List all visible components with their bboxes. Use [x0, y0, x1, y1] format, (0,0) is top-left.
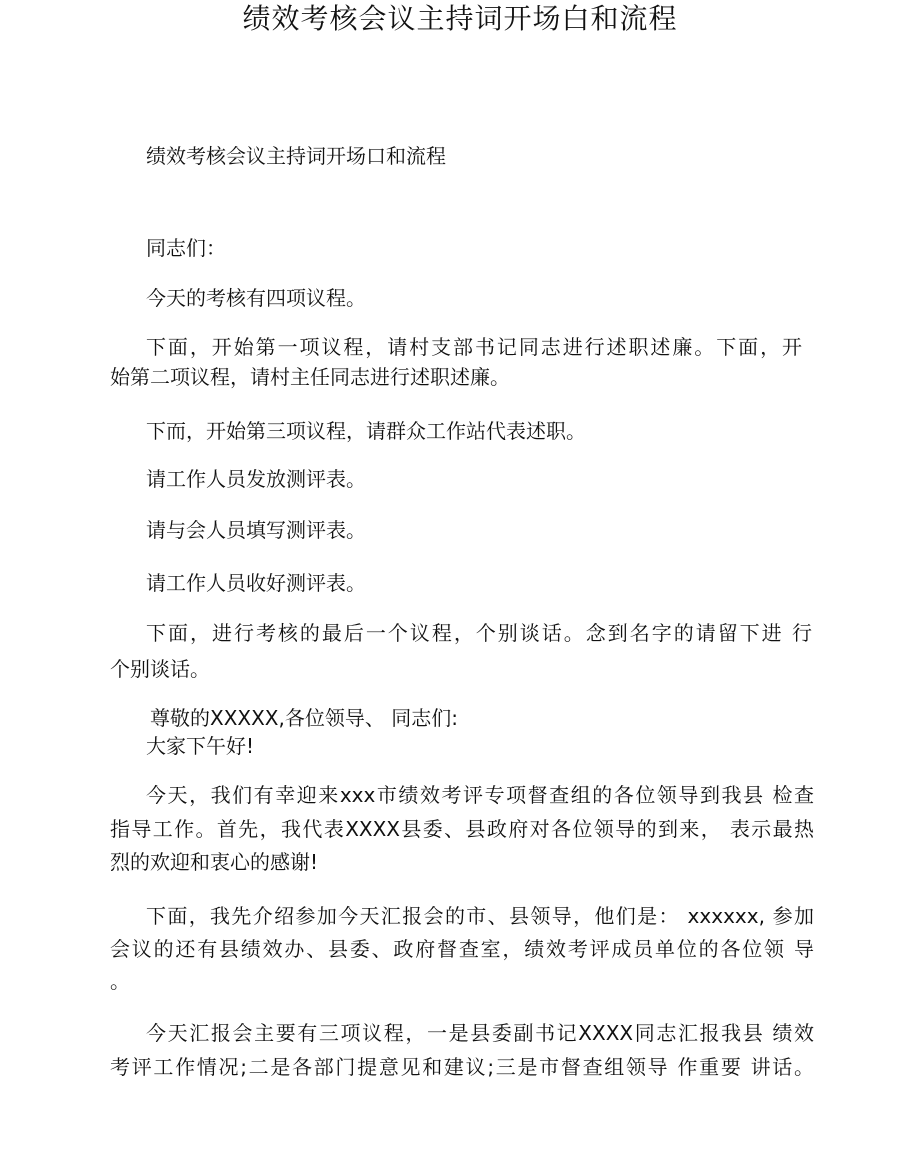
paragraph-line: 今天的考核有四项议程。: [146, 286, 366, 310]
paragraph-line: 烈的欢迎和衷心的感谢!: [110, 850, 319, 874]
paragraph-line: 下面，我先介绍参加今天汇报会的市、县领导，他们是： xxxxxx, 参加: [146, 904, 814, 928]
paragraph-line: 。: [110, 969, 130, 993]
paragraph-line: 下而，开始第三项议程，请群众工作站代表述职。: [146, 419, 586, 443]
greeting-line: 大家下午好!: [146, 734, 255, 758]
paragraph-line: 请与会人员填写测评表。: [146, 518, 366, 542]
paragraph-line: 指导工作。首先，我代表XXXX县委、县政府对各位领导的到来， 表示最热: [110, 817, 814, 841]
paragraph-line: 个别谈话。: [110, 657, 210, 681]
paragraph-line: 请工作人员发放测评表。: [146, 467, 366, 491]
document-title: 绩效考核会议主持词开场白和流程: [242, 2, 678, 35]
paragraph-line: 今天，我们有幸迎来xxx市绩效考评专项督查组的各位领导到我县 检查: [146, 783, 814, 807]
paragraph-line: 会议的还有县绩效办、县委、政府督查室，绩效考评成员单位的各位领 导: [110, 937, 814, 961]
paragraph-line: 同志们：: [146, 236, 226, 260]
paragraph-line: 今天汇报会主要有三项议程，一是县委副书记XXXX同志汇报我县 绩效: [146, 1021, 814, 1045]
document-subtitle: 绩效考核会议主持词开场口和流程: [146, 144, 446, 168]
paragraph-line: 请工作人员收好测评表。: [146, 571, 366, 595]
paragraph-line: 考评工作情况;二是各部门提意见和建议;三是市督查组领导 作重要 讲话。: [110, 1055, 814, 1079]
salutation-line: 尊敬的XXXXX,各位领导、 同志们:: [150, 706, 458, 730]
paragraph-line: 始第二项议程，请村主任同志进行述职述廉。: [110, 365, 510, 389]
paragraph-line: 下面，进行考核的最后一个议程，个别谈话。念到名字的请留下进 行: [146, 621, 812, 645]
paragraph-line: 下面，开始第一项议程，请村支部书记同志进行述职述廉。下面，开: [146, 335, 802, 359]
